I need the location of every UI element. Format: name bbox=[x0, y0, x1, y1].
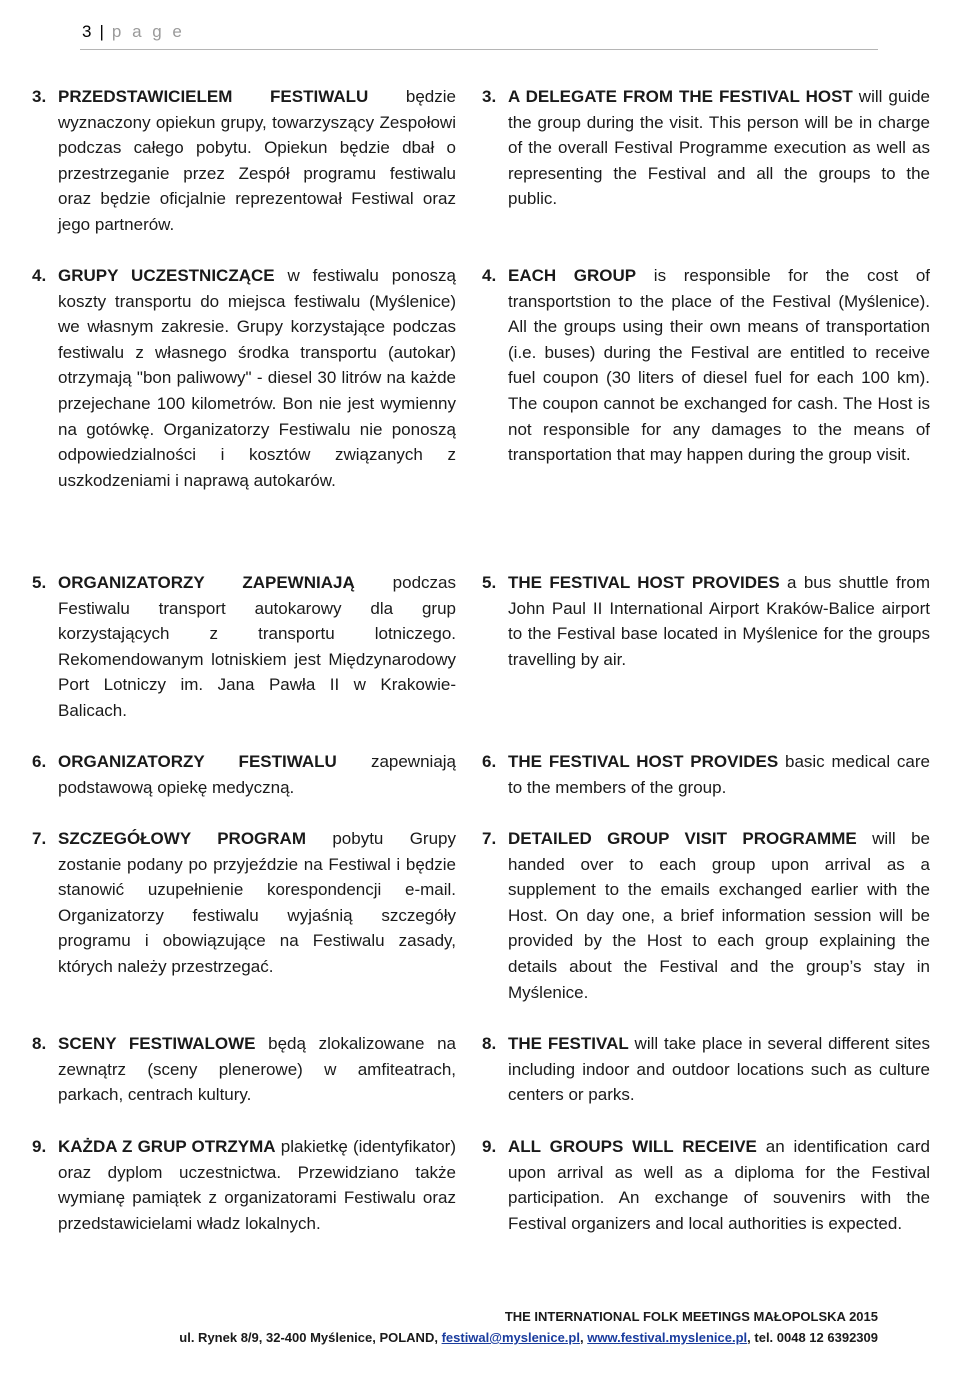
item-text: zapewniają podstawową opiekę medyczną. bbox=[58, 752, 456, 797]
item-lead: EACH GROUP bbox=[508, 266, 637, 285]
footer-email-link[interactable]: festiwal@myslenice.pl bbox=[441, 1330, 580, 1345]
item-text: an identification card upon arrival as well as a diploma for the Festival participation. An exchange of souvenirs with the Festival organizers and local authorities is expected. bbox=[508, 1137, 931, 1233]
list-item bbox=[482, 826, 930, 1005]
item-body bbox=[508, 84, 930, 212]
item-text: will guide the group during the visit. This person will be in charge of the overall Festival Programme execution as well as representing the Festival and all the groups to the public. bbox=[508, 87, 930, 209]
item-body bbox=[508, 263, 930, 468]
item-text: will be handed over to each group upon arrival as a supplement to the emails exchanged earlier with the Host. On day one, a brief information session will be provided by the Host to each group explaining the details about the Festival and the group’s stay in Myślenice. bbox=[508, 829, 930, 1002]
item-number: 7. bbox=[32, 829, 47, 848]
item-lead: GRUPY UCZESTNICZĄCE bbox=[58, 266, 275, 285]
item-lead: ALL GROUPS WILL RECEIVE bbox=[508, 1137, 757, 1156]
item-body bbox=[58, 749, 456, 800]
item-text: basic medical care to the members of the group. bbox=[508, 752, 930, 797]
page-header bbox=[82, 22, 185, 42]
item-body bbox=[58, 1031, 456, 1108]
item-lead: THE FESTIVAL bbox=[508, 1034, 629, 1053]
item-text: podczas Festiwalu transport autokarowy dla grup korzystających z transportu lotniczego. Rekomendowanym lotniskiem jest Międzynarodowy Port Lotniczy im. Jana Pawła II w Krakowie-Balicach. bbox=[58, 573, 456, 720]
item-body bbox=[58, 263, 456, 493]
list-item bbox=[482, 1134, 930, 1236]
list-item bbox=[32, 1134, 456, 1236]
footer-separator: , bbox=[579, 1330, 584, 1345]
item-lead: PRZEDSTAWICIELEM FESTIWALU bbox=[58, 87, 369, 106]
item-lead: THE FESTIVAL HOST PROVIDES bbox=[508, 752, 779, 771]
header-rule bbox=[80, 49, 878, 50]
list-item bbox=[32, 84, 456, 238]
item-body bbox=[508, 570, 930, 672]
item-number: 4. bbox=[482, 266, 497, 285]
page-label: p a g e bbox=[111, 22, 185, 41]
item-number: 6. bbox=[32, 752, 47, 771]
item-text: is responsible for the cost of transportstion to the place of the Festival (Myślenice). All the groups using their own means of transportation (i.e. buses) during the Festival are entitled to receive fuel coupon (30 liters of diesel fuel for each 100 km). The coupon cannot be exchanged for cash. The Host is not responsible for any damages to the means of transportation that may happen during the group visit. bbox=[508, 266, 931, 465]
item-lead: ORGANIZATORZY ZAPEWNIAJĄ bbox=[58, 573, 355, 592]
list-item bbox=[32, 263, 456, 493]
item-lead: SZCZEGÓŁOWY PROGRAM bbox=[58, 829, 306, 848]
item-body bbox=[58, 1134, 456, 1236]
item-lead: KAŻDA Z GRUP OTRZYMA bbox=[58, 1137, 276, 1156]
page-number: 3 bbox=[82, 22, 92, 41]
footer-website-link[interactable]: www.festival.myslenice.pl bbox=[587, 1330, 748, 1345]
item-number: 3. bbox=[482, 87, 497, 106]
list-item bbox=[32, 570, 456, 724]
item-lead: SCENY FESTIWALOWE bbox=[58, 1034, 256, 1053]
item-number: 6. bbox=[482, 752, 497, 771]
list-item bbox=[482, 84, 930, 212]
list-item bbox=[482, 570, 930, 672]
item-body bbox=[508, 826, 930, 1005]
item-lead: A DELEGATE FROM THE FESTIVAL HOST bbox=[508, 87, 853, 106]
list-item bbox=[482, 263, 930, 468]
item-number: 5. bbox=[482, 573, 497, 592]
item-body bbox=[58, 84, 456, 238]
page-separator: | bbox=[99, 22, 104, 41]
item-text: will take place in several different sites including indoor and outdoor locations such as culture centers or parks. bbox=[508, 1034, 930, 1105]
item-body bbox=[508, 1031, 930, 1108]
item-text: będą zlokalizowane na zewnątrz (sceny plenerowe) w amfiteatrach, parkach, centrach kultury. bbox=[58, 1034, 456, 1105]
footer-contact bbox=[179, 1330, 878, 1345]
item-body bbox=[508, 749, 930, 800]
footer-title: THE INTERNATIONAL FOLK MEETINGS MAŁOPOLSKA 2015 bbox=[504, 1309, 878, 1324]
item-number: 8. bbox=[32, 1034, 47, 1053]
item-lead: ORGANIZATORZY FESTIWALU bbox=[58, 752, 337, 771]
item-number: 3. bbox=[32, 87, 47, 106]
footer-phone: , tel. 0048 12 6392309 bbox=[747, 1330, 878, 1345]
item-text: plakietkę (identyfikator) oraz dyplom uczestnictwa. Przewidziano także wymianę pamiątek z organizatorami Festiwalu oraz przedstawicielami władz lokalnych. bbox=[58, 1137, 456, 1233]
list-item bbox=[482, 1031, 930, 1108]
list-item bbox=[482, 749, 930, 800]
item-body bbox=[58, 826, 456, 980]
list-item bbox=[32, 749, 456, 800]
item-lead: THE FESTIVAL HOST PROVIDES bbox=[508, 573, 780, 592]
item-number: 8. bbox=[482, 1034, 497, 1053]
item-text: a bus shuttle from John Paul II International Airport Kraków-Balice airport to the Festival base located in Myślenice for the groups travelling by air. bbox=[508, 573, 931, 669]
item-number: 4. bbox=[32, 266, 47, 285]
item-text: pobytu Grupy zostanie podany po przyjeździe na Festiwal i będzie stanowić uzupełnienie korespondencji e-mail. Organizatorzy festiwalu wyjaśnią szczegóły programu i obowiązujące na Festiwalu zasady, których należy przestrzegać. bbox=[58, 829, 457, 976]
item-number: 5. bbox=[32, 573, 47, 592]
list-item bbox=[32, 826, 456, 980]
item-number: 7. bbox=[482, 829, 497, 848]
item-number: 9. bbox=[32, 1137, 47, 1156]
item-body bbox=[508, 1134, 930, 1236]
item-text: będzie wyznaczony opiekun grupy, towarzyszący Zespołowi podczas całego pobytu. Opiekun będzie dbał o przestrzeganie przez Zespół programu festiwalu oraz będzie oficjalnie reprezentował Festiwal oraz jego partnerów. bbox=[58, 87, 456, 234]
item-body bbox=[58, 570, 456, 724]
item-text: w festiwalu ponoszą koszty transportu do miejsca festiwalu (Myślenice) we własnym zakresie. Grupy korzystające podczas festiwalu z własnego środka transportu (autokar) otrzymają "bon paliwowy" - diesel 30 litrów na każde przejechane 100 kilometrów. Bon nie jest wymienny na gotówkę. Organizatorzy Festiwalu nie ponoszą odpowiedzialności i kosztów związanych z uszkodzeniami i naprawą autokarów. bbox=[58, 266, 456, 490]
footer-address: ul. Rynek 8/9, 32-400 Myślenice, POLAND, bbox=[179, 1330, 438, 1345]
item-number: 9. bbox=[482, 1137, 497, 1156]
list-item bbox=[32, 1031, 456, 1108]
item-lead: DETAILED GROUP VISIT PROGRAMME bbox=[508, 829, 857, 848]
